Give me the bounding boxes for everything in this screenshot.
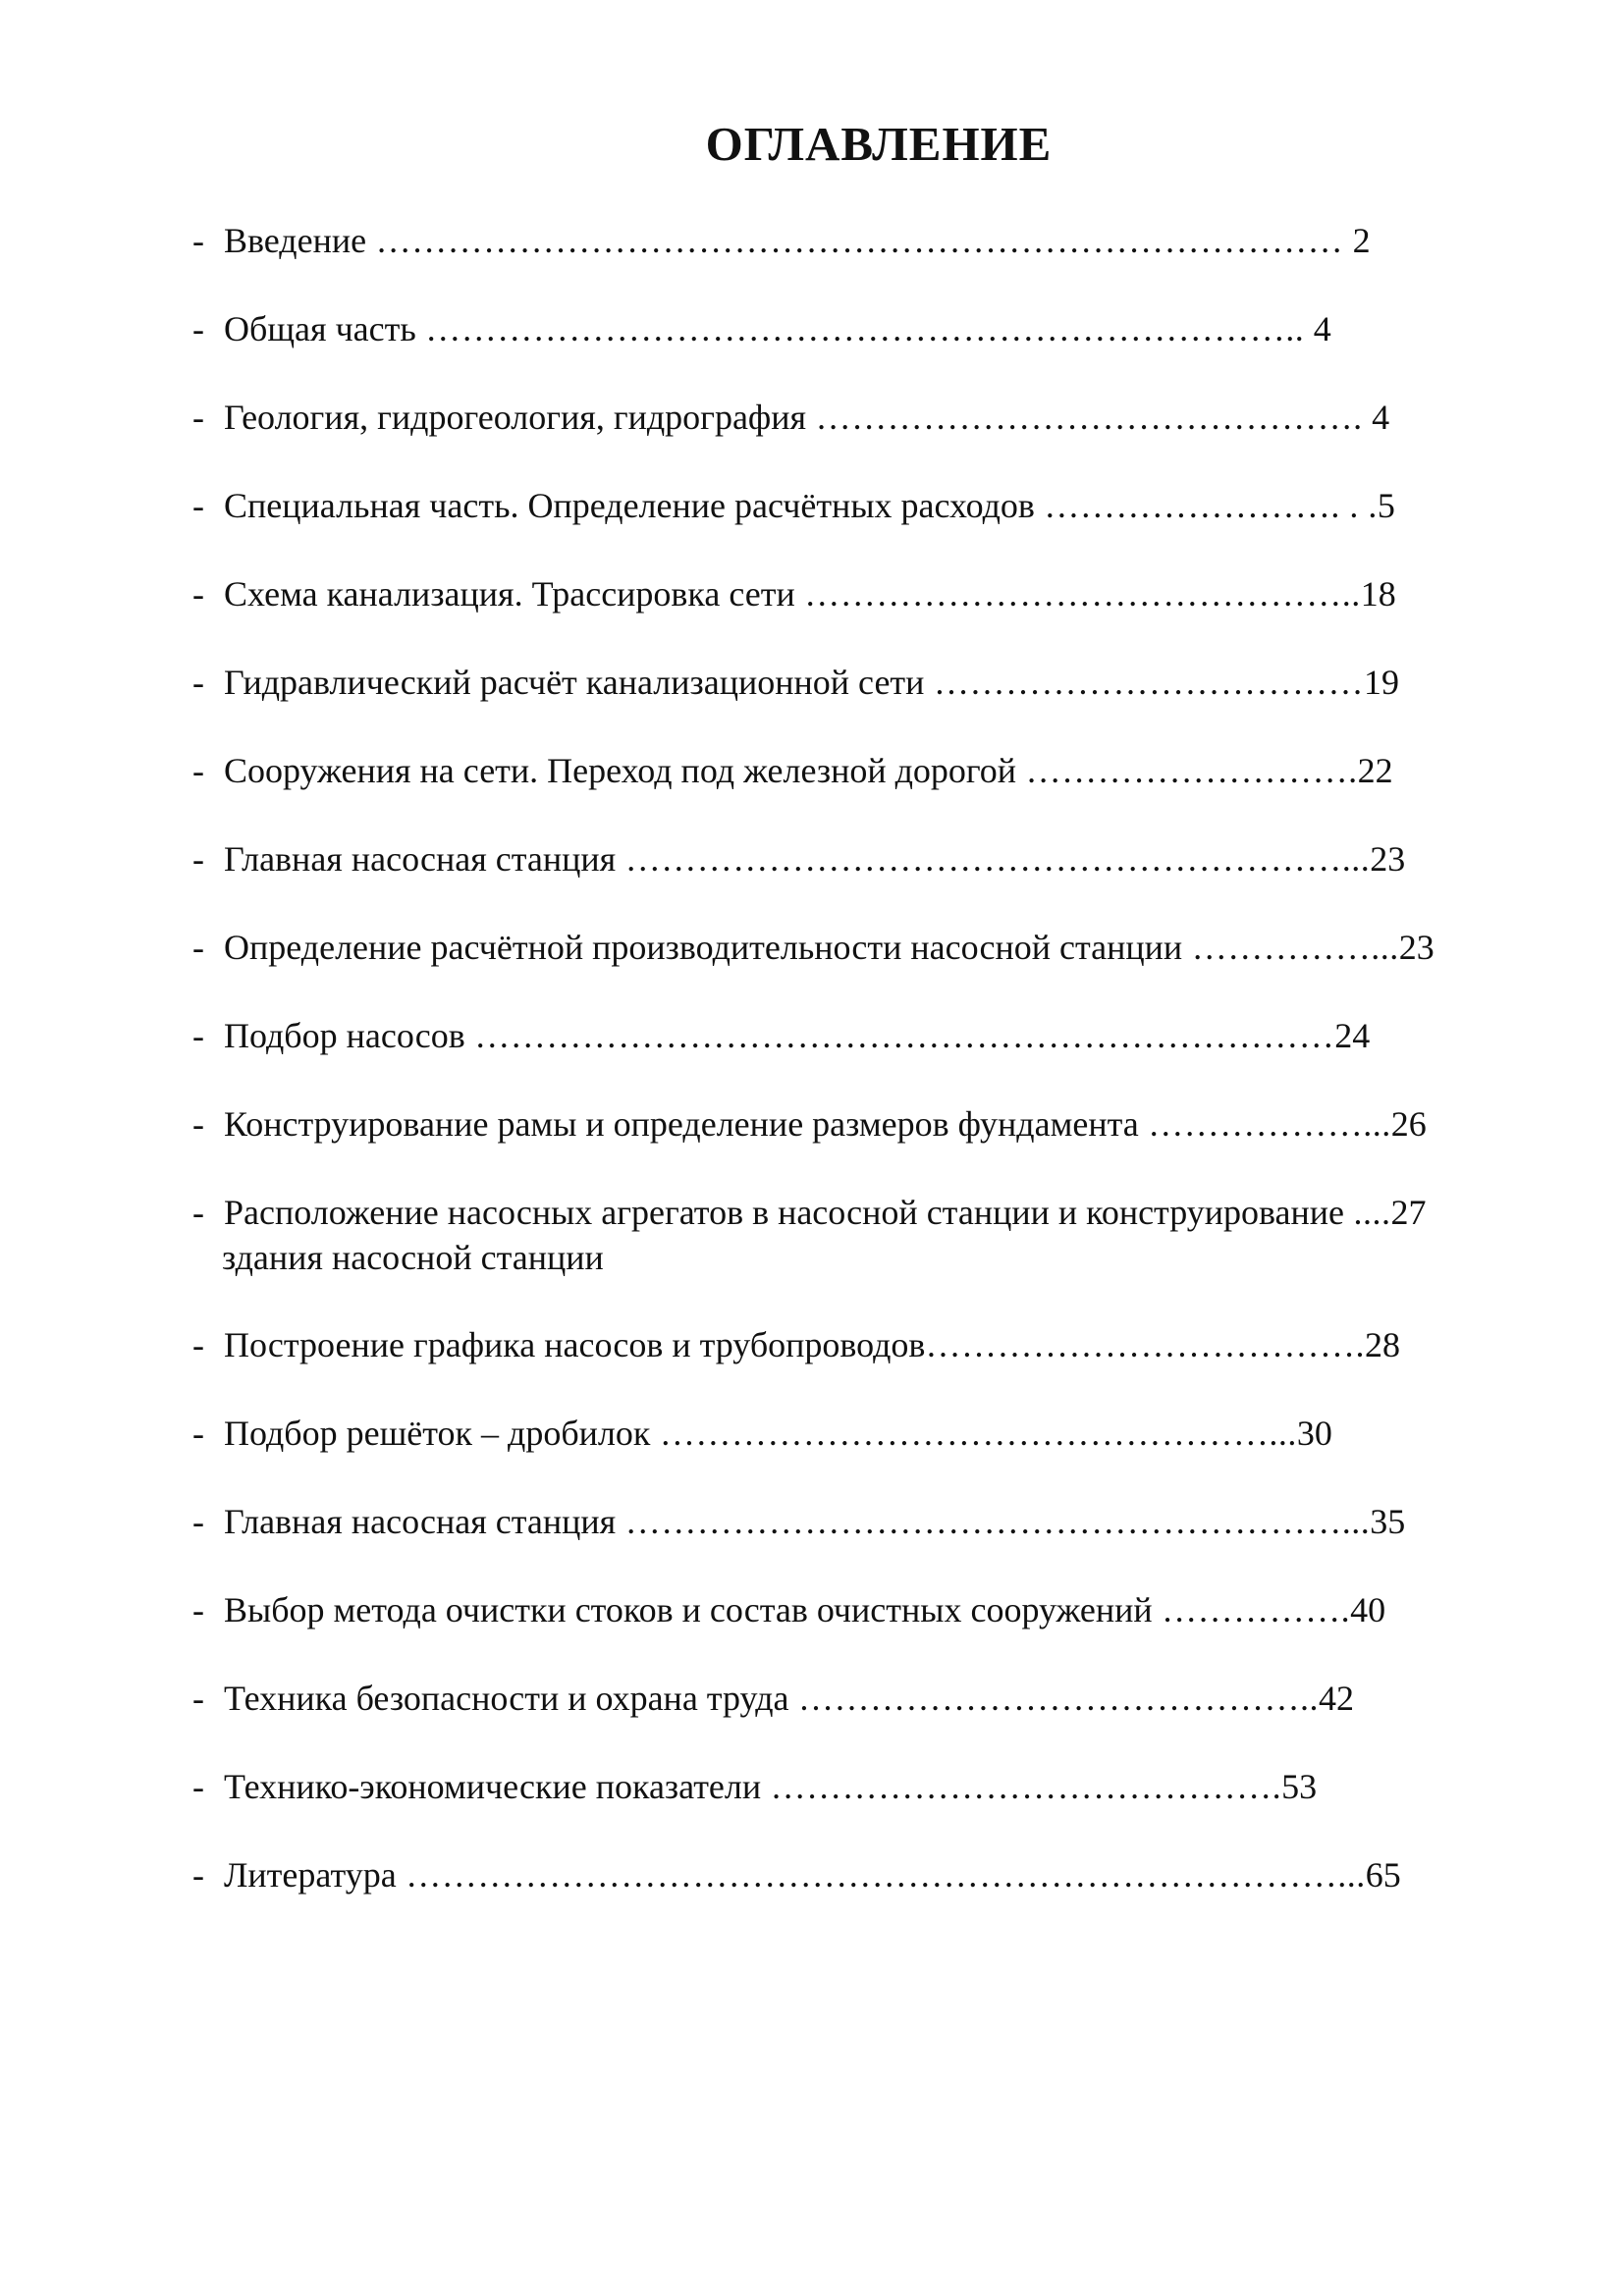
toc-entry-title: Общая часть: [224, 309, 416, 348]
toc-entry: [192, 395, 1389, 440]
toc-entry-dash: -: [192, 1193, 204, 1232]
toc-entry: [192, 571, 1396, 616]
toc-entry-dash: -: [192, 1016, 204, 1055]
toc-entry: [192, 836, 1405, 881]
toc-entry-leader: ....: [1344, 1193, 1391, 1232]
toc-entry-page-number: 65: [1365, 1855, 1401, 1895]
page-title: ОГЛАВЛЕНИЕ: [705, 117, 1053, 171]
toc-entry-page-number: 18: [1360, 574, 1396, 614]
toc-entry-leader: ……………………………………………...: [650, 1414, 1297, 1453]
toc-entry-page-number: 28: [1364, 1325, 1400, 1364]
toc-entry-page-number: 42: [1319, 1679, 1355, 1718]
toc-entry-dash: -: [192, 928, 204, 967]
toc-entry-leader: ……………………………………..: [788, 1679, 1320, 1718]
toc-entry: [192, 748, 1393, 793]
toc-entry-title: Главная насосная станция: [224, 1502, 617, 1541]
toc-entry: [192, 1587, 1385, 1632]
toc-entry-page-number: 4: [1313, 309, 1331, 348]
toc-entry-page-number: 35: [1370, 1502, 1406, 1541]
toc-entry-leader: ……………………. . .: [1034, 486, 1378, 525]
toc-entry-dash: -: [192, 1855, 204, 1895]
toc-entry: [192, 1852, 1401, 1897]
toc-entry-dash: -: [192, 663, 204, 702]
toc-entry: [192, 218, 1371, 263]
toc-entry-dash: -: [192, 1767, 204, 1806]
toc-entry-page-number: 27: [1390, 1193, 1427, 1232]
toc-entry-title: Выбор метода очистки стоков и состав очистных сооружений: [224, 1590, 1153, 1629]
toc-entry: [192, 306, 1331, 351]
toc-entry-leader: ……………………………………….: [806, 398, 1373, 437]
toc-entry-title: Гидравлический расчёт канализационной сети: [224, 663, 925, 702]
toc-entry-leader: ……………………………………………………...: [616, 839, 1371, 879]
toc-entry-page-number: 5: [1377, 486, 1395, 525]
toc-entry-title: Подбор насосов: [224, 1016, 465, 1055]
toc-entry-title-continuation: здания насосной станции: [222, 1238, 604, 1277]
toc-entry: [192, 1101, 1427, 1147]
toc-entry-title: Подбор решёток – дробилок: [224, 1414, 651, 1453]
toc-entry-leader: ………………………………: [924, 663, 1364, 702]
toc-entry-leader: ………………...: [1138, 1104, 1391, 1144]
toc-entry-page-number: 24: [1334, 1016, 1371, 1055]
toc-entry-leader: …………………………………….: [761, 1767, 1282, 1806]
toc-entry-leader: ………………………………………………………………: [464, 1016, 1335, 1055]
toc-entry-page-number: 19: [1363, 663, 1399, 702]
toc-entry-dash: -: [192, 221, 204, 260]
toc-entry-leader: ………………………………………………………………………: [366, 221, 1353, 260]
toc-entry-page-number: 2: [1352, 221, 1371, 260]
toc-entry-page-number: 26: [1390, 1104, 1427, 1144]
toc-entry-title: Построение графика насосов и трубопроводов: [224, 1325, 926, 1364]
toc-entry-dash: -: [192, 1590, 204, 1629]
toc-entry-dash: -: [192, 1679, 204, 1718]
toc-entry-page-number: 23: [1370, 839, 1406, 879]
toc-entry-leader: ……………………………………………………...: [616, 1502, 1371, 1541]
toc-entry-title: Сооружения на сети. Переход под железной дорогой: [224, 751, 1017, 790]
toc-entry-title: Определение расчётной производительности насосной станции: [224, 928, 1183, 967]
toc-entry-leader: …………….: [1152, 1590, 1351, 1629]
toc-entry-page-number: 22: [1357, 751, 1393, 790]
toc-entry-leader: ………………………………………..: [794, 574, 1361, 614]
toc-entry: [192, 1764, 1317, 1809]
toc-entry-dash: -: [192, 309, 204, 348]
toc-entry-leader: ……………………………….: [925, 1325, 1365, 1364]
toc-entry-dash: -: [192, 1325, 204, 1364]
toc-entry-leader: ……………………………………………………………………...: [396, 1855, 1366, 1895]
toc-entry: [192, 660, 1399, 705]
toc-entry: [192, 1676, 1354, 1721]
toc-entry-title: Расположение насосных агрегатов в насосной станции и конструирование: [224, 1193, 1345, 1232]
toc-entry-dash: -: [192, 574, 204, 614]
toc-entry-dash: -: [192, 398, 204, 437]
toc-entry: [192, 925, 1435, 970]
toc-entry-title: Техника безопасности и охрана труда: [224, 1679, 789, 1718]
toc-entry-title: Введение: [224, 221, 367, 260]
toc-entry: [192, 1322, 1400, 1367]
toc-entry-page-number: 30: [1296, 1414, 1332, 1453]
toc-entry: [192, 1190, 1427, 1280]
toc-entry: [192, 1499, 1405, 1544]
toc-entry-title: Литература: [224, 1855, 397, 1895]
toc-entry-dash: -: [192, 751, 204, 790]
toc-entry-leader: ……………...: [1182, 928, 1399, 967]
toc-entry: [192, 1411, 1332, 1456]
toc-entry: [192, 483, 1395, 528]
toc-entry-dash: -: [192, 1104, 204, 1144]
toc-entry-title: Конструирование рамы и определение размеров фундамента: [224, 1104, 1139, 1144]
toc-entry-title: Геология, гидрогеология, гидрография: [224, 398, 807, 437]
toc-entry-title: Специальная часть. Определение расчётных расходов: [224, 486, 1035, 525]
toc-entry-title: Главная насосная станция: [224, 839, 617, 879]
toc-entry-dash: -: [192, 839, 204, 879]
toc-entry-dash: -: [192, 486, 204, 525]
toc-entry-page-number: 53: [1281, 1767, 1318, 1806]
toc-entry-page-number: 23: [1398, 928, 1435, 967]
toc-entry-dash: -: [192, 1502, 204, 1541]
toc-entry-page-number: 4: [1372, 398, 1390, 437]
toc-entry-title: Схема канализация. Трассировка сети: [224, 574, 795, 614]
toc-entry-title: Технико-экономические показатели: [224, 1767, 762, 1806]
toc-entry-leader: ………………………………………………………………..: [415, 309, 1314, 348]
toc-entry-leader: ……………………….: [1016, 751, 1358, 790]
toc-entry-page-number: 40: [1350, 1590, 1386, 1629]
toc-entry-dash: -: [192, 1414, 204, 1453]
toc-entry: [192, 1013, 1370, 1058]
